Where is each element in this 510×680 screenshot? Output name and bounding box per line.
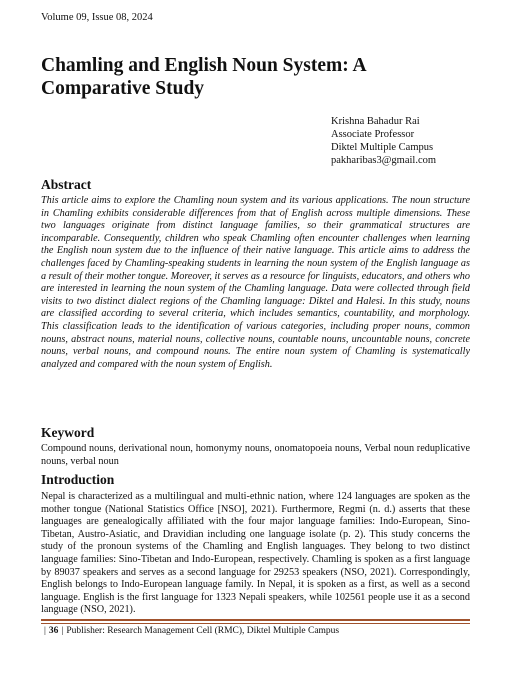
abstract-heading: Abstract — [41, 177, 92, 192]
footer-separator-left: | — [44, 626, 46, 636]
author-position: Associate Professor — [331, 129, 415, 140]
abstract-text: This article aims to explore the Chamling noun system and its various applications. The noun structure in Chamling exhibits considerable differences from that of English across multiple dimensions. These two languages originate from distinct language families, so their grammatical structures are incomparable. Consequently, children who speak Chamling often encounter challenges when learning the English noun system due to the influence of their native language. This article aims to address the challenges faced by Chamling-speaking students in learning the noun system of the English language as a result of their mother tongue. Moreover, it serves as a resource for linguists, educators, and others who are interested in learning the noun system of the Chamling language. Data were collected through field visits to two distinct dialect regions of the Chamling language: Diktel and Halesi. In this study, nouns are classified according to several criteria, which includes semantics, countability, and morphology. This classification leads to the identification of various categories, including proper nouns, common nouns, abstract nouns, material nouns, collective nouns, countable nouns, uncountable nouns, concrete nouns, verbal nouns, and compound nouns. The entire noun system of Chamling is systematically analyzed and compared with the noun system of English. — [41, 195, 470, 370]
volume-issue-label: Volume 09, Issue 08, 2024 — [41, 12, 153, 23]
author-email: pakharibas3@gmail.com — [331, 155, 437, 166]
keyword-text: Compound nouns, derivational noun, homonymy nouns, onomatopoeia nouns, Verbal noun reduplicative nouns, verbal noun — [41, 443, 470, 467]
author-block — [331, 115, 436, 167]
introduction-text: Nepal is characterized as a multilingual and multi-ethnic nation, where 124 languages are spoken as the mother tongue (National Statistics Office [NSO], 2021). Furthermore, Regmi (n. d.) asserts that these languages are genealogically affiliated with the four major language families: Indo-European, Sino-Tibetan, Austro-Asiatic, and Dravidian including one language isolate (p. 2). This study concerns the study of the pronoun systems of the Chamling and English languages. They belong to two distinct language families: Sino-Tibetan and Indo-European, respectively. Chamling is spoken as a first language by 89037 speakers and serves as a second language for 29253 speakers (NSO, 2021). Correspondingly, English belongs to Indo-European language family. In Nepal, it is spoken as a first, as well as a second language. English is the first language for 1323 Nepali speakers, while 102561 people use it as a second language (NSO, 2021). — [41, 491, 470, 616]
introduction-heading: Introduction — [41, 472, 115, 487]
page-footer — [41, 626, 339, 636]
article-title: Chamling and English Noun System: A Comparative Study — [41, 55, 366, 99]
page-number: 36 — [48, 626, 59, 636]
footer-separator-right: | — [61, 626, 64, 636]
keyword-heading: Keyword — [41, 425, 95, 440]
footer-rule-thick — [41, 619, 470, 621]
footer-rule-thin — [41, 623, 470, 624]
publisher-text: Publisher: Research Management Cell (RMC), Diktel Multiple Campus — [66, 626, 340, 636]
author-name: Krishna Bahadur Rai — [331, 116, 420, 127]
author-institution: Diktel Multiple Campus — [331, 142, 434, 153]
